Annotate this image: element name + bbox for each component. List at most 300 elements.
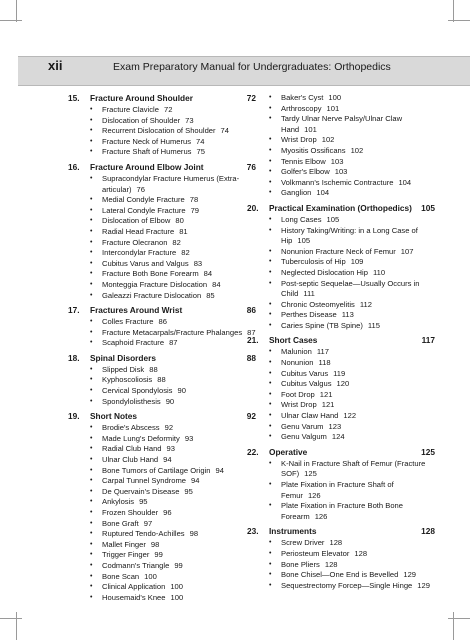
bullet-icon: •	[90, 127, 93, 135]
toc-entry	[247, 93, 435, 104]
toc-entry	[247, 432, 435, 443]
bullet-icon: •	[90, 477, 93, 485]
entry-page: 128	[324, 559, 338, 569]
bullet-icon: •	[269, 459, 272, 467]
crop-mark	[0, 618, 22, 619]
entry-title: Supracondylar Fracture Humerus (Extra-articular) 76	[102, 173, 240, 194]
entry-page: 84	[203, 269, 213, 279]
entry-page: 101	[326, 103, 340, 113]
toc-section	[68, 353, 256, 407]
bullet-icon: •	[269, 380, 272, 388]
entry-title: Slipped Disk 88	[102, 364, 158, 374]
entry-title: Trigger Finger 99	[102, 550, 163, 560]
toc-entry	[68, 455, 256, 466]
bullet-icon: •	[90, 509, 93, 516]
entry-title: Fracture Both Bone Forearm 84	[102, 269, 213, 279]
entry-title: Chronic Osteomyelitis 112	[281, 299, 372, 309]
bullet-icon: •	[90, 466, 93, 474]
entry-page: 123	[328, 421, 342, 431]
entry-title: Ankylosis 95	[102, 497, 148, 507]
entry-page: 104	[398, 177, 412, 187]
entry-title: Periosteum Elevator 128	[281, 548, 368, 558]
entry-title: Bone Chisel—One End is Bevelled 129	[281, 570, 417, 580]
entry-page: 94	[215, 465, 224, 475]
entry-page: 99	[174, 560, 183, 570]
entry-title: Nonunion Fracture Neck of Femur 107	[281, 246, 414, 256]
bullet-icon: •	[269, 481, 272, 488]
toc-entry	[247, 215, 435, 226]
entry-title: Cubitus Valgus 120	[281, 379, 350, 389]
bullet-icon: •	[90, 434, 93, 442]
section-title: Short Notes	[90, 411, 138, 422]
entry-title: Perthes Disease 113	[281, 310, 354, 320]
bullet-icon: •	[90, 217, 93, 225]
entry-page: 88	[157, 375, 166, 385]
bullet-icon: •	[90, 551, 93, 559]
entry-title: History Taking/Writing: in a Long Case of Hip 105	[281, 225, 418, 246]
entry-page: 129	[417, 580, 430, 590]
entry-page: 90	[177, 386, 186, 396]
bullet-icon: •	[269, 146, 272, 154]
toc-entry	[68, 487, 256, 498]
bullet-icon: •	[269, 258, 272, 266]
toc-entry	[247, 279, 435, 300]
entry-title: Bone Pliers 128	[281, 559, 338, 569]
entry-page: 122	[343, 411, 357, 421]
entry-page: 120	[336, 379, 350, 389]
bullet-icon: •	[269, 560, 272, 568]
bullet-icon: •	[90, 238, 93, 246]
entry-page: 121	[321, 400, 335, 410]
section-number: 19.	[68, 411, 80, 422]
entry-title: Cubitus Varus and Valgus 83	[102, 258, 203, 268]
entry-title: Myositis Ossificans 102	[281, 145, 364, 155]
bullet-icon: •	[90, 148, 93, 156]
bullet-icon: •	[90, 593, 93, 601]
entry-page: 112	[359, 299, 372, 309]
toc-entry	[68, 248, 256, 259]
section-title: Operative	[269, 446, 308, 457]
section-page: 88	[246, 352, 256, 363]
entry-page: 119	[333, 368, 346, 378]
bullet-icon: •	[269, 401, 272, 409]
entry-title: Ruptured Tendo-Achilles 98	[102, 529, 199, 539]
entry-title: Frozen Shoulder 96	[102, 508, 172, 517]
entry-title: Plate Fixation in Fracture Shaft of Femur 126	[281, 480, 394, 500]
bullet-icon: •	[90, 387, 93, 395]
toc-entry	[247, 422, 435, 433]
bullet-icon: •	[269, 247, 272, 255]
toc-entry	[247, 480, 435, 501]
bullet-icon: •	[269, 412, 272, 420]
toc-entry	[247, 581, 435, 592]
entry-page: 90	[165, 396, 175, 406]
entry-page: 88	[149, 364, 158, 374]
toc-entry	[68, 328, 256, 339]
bullet-icon: •	[269, 279, 272, 287]
toc-entry	[68, 174, 256, 195]
crop-mark	[16, 612, 17, 640]
entry-page: 72	[163, 105, 173, 114]
toc-entry	[68, 291, 256, 302]
entry-title: Carpal Tunnel Syndrome 94	[102, 476, 200, 486]
entry-title: Bone Scan 100	[102, 571, 157, 581]
entry-title: Baker's Cyst 100	[281, 93, 342, 102]
toc-entry	[247, 369, 435, 380]
entry-page: 97	[143, 518, 153, 528]
entry-title: Scaphoid Fracture 87	[102, 338, 178, 348]
bullet-icon: •	[269, 433, 272, 441]
bullet-icon: •	[269, 311, 272, 319]
toc-entry	[68, 466, 256, 477]
entry-page: 104	[316, 188, 330, 198]
entry-page: 82	[181, 248, 190, 258]
entry-title: Colles Fracture 86	[102, 317, 167, 327]
bullet-icon: •	[90, 397, 93, 405]
bullet-icon: •	[269, 136, 272, 144]
bullet-icon: •	[90, 249, 93, 257]
entry-page: 85	[206, 290, 215, 300]
section-page: 117	[421, 335, 435, 346]
bullet-icon: •	[269, 369, 272, 377]
entry-page: 102	[321, 135, 335, 145]
section-page: 76	[246, 161, 256, 172]
toc-entry	[68, 423, 256, 434]
toc-entry	[68, 105, 256, 116]
section-page: 128	[421, 526, 435, 537]
bullet-icon: •	[269, 189, 272, 197]
entry-page: 100	[144, 571, 157, 581]
bullet-icon: •	[269, 215, 272, 223]
entry-title: Ulnar Club Hand 94	[102, 455, 172, 465]
toc-entry	[68, 529, 256, 540]
toc-entry	[247, 549, 435, 560]
bullet-icon: •	[90, 174, 93, 182]
toc-entry	[68, 338, 256, 349]
crop-mark	[453, 0, 454, 22]
section-number: 15.	[68, 93, 80, 103]
toc-entry	[247, 146, 435, 157]
toc-entry	[247, 560, 435, 571]
toc-entry	[247, 188, 435, 199]
toc-entry	[247, 411, 435, 422]
section-title: Spinal Disorders	[90, 352, 156, 363]
toc-entry	[247, 400, 435, 411]
toc-entry	[68, 259, 256, 270]
section-number: 23.	[247, 526, 259, 537]
entry-title: Arthroscopy 101	[281, 103, 340, 113]
section-number: 17.	[68, 305, 80, 316]
section-page: 105	[421, 202, 435, 213]
entry-title: Codmann's Triangle 99	[102, 560, 183, 570]
section-title: Fracture Around Shoulder	[90, 93, 193, 103]
bullet-icon: •	[90, 280, 93, 288]
section-heading	[247, 447, 435, 458]
entry-title: Clinical Application 100	[102, 582, 183, 592]
bullet-icon: •	[90, 456, 93, 464]
entry-title: Spondylolisthesis 90	[102, 396, 175, 406]
bullet-icon: •	[269, 104, 272, 112]
toc-entry	[68, 540, 256, 551]
entry-title: Post-septic Sequelae—Usually Occurs in Child 111	[281, 278, 420, 299]
toc-right-column	[247, 93, 435, 591]
toc-entry	[68, 269, 256, 280]
entry-title: Cubitus Varus 119	[281, 368, 346, 378]
entry-title: Cervical Spondylosis 90	[102, 386, 186, 396]
entry-page: 113	[341, 310, 354, 320]
entry-title: Caries Spine (TB Spine) 115	[281, 320, 380, 330]
bullet-icon: •	[90, 561, 93, 569]
section-title: Instruments	[269, 526, 317, 537]
entry-title: Tuberculosis of Hip 109	[281, 257, 364, 267]
entry-page: 110	[372, 267, 386, 277]
crop-mark	[16, 0, 17, 22]
entry-page: 100	[170, 592, 184, 602]
entry-title: Brodie's Abscess 92	[102, 423, 174, 433]
entry-title: Neglected Dislocation Hip 110	[281, 267, 386, 277]
bullet-icon: •	[90, 339, 93, 347]
toc-entry	[247, 300, 435, 311]
toc-entry	[247, 247, 435, 258]
bullet-icon: •	[269, 168, 272, 176]
entry-page: 103	[334, 167, 348, 177]
entry-page: 81	[179, 226, 188, 236]
toc-entry	[247, 459, 435, 480]
crop-mark	[0, 20, 22, 21]
bullet-icon: •	[269, 502, 272, 510]
toc-entry	[68, 582, 256, 593]
entry-title: Fracture Clavicle 72	[102, 105, 173, 114]
toc-section	[68, 93, 256, 158]
toc-section	[247, 526, 435, 591]
entry-page: 117	[316, 347, 329, 357]
toc-entry	[247, 157, 435, 168]
entry-page: 126	[307, 490, 321, 500]
entry-title: Radial Head Fracture 81	[102, 226, 188, 236]
entry-page: 80	[175, 216, 184, 226]
bullet-icon: •	[269, 539, 272, 547]
entry-page: 115	[367, 320, 380, 330]
bullet-icon: •	[90, 291, 93, 299]
bullet-icon: •	[90, 540, 93, 548]
bullet-icon: •	[269, 268, 272, 276]
toc-entry	[68, 126, 256, 137]
bullet-icon: •	[269, 115, 272, 123]
bullet-icon: •	[90, 445, 93, 453]
entry-title: Fracture Shaft of Humerus 75	[102, 147, 205, 157]
section-title: Fractures Around Wrist	[90, 305, 183, 316]
section-title: Practical Examination (Orthopedics)	[269, 202, 412, 213]
toc-entry	[247, 570, 435, 581]
bullet-icon: •	[90, 530, 93, 538]
entry-page: 79	[190, 205, 200, 215]
toc-entry	[68, 317, 256, 328]
entry-title: Dislocation of Elbow 80	[102, 216, 184, 226]
bullet-icon: •	[90, 270, 93, 278]
toc-entry	[247, 379, 435, 390]
toc-entry	[247, 135, 435, 146]
entry-title: Volkmann's Ischemic Contracture 104	[281, 177, 412, 187]
entry-page: 93	[166, 444, 175, 454]
bullet-icon: •	[269, 422, 272, 430]
section-title: Short Cases	[269, 335, 318, 346]
entry-page: 128	[329, 538, 343, 548]
entry-title: De Quervain's Disease 95	[102, 486, 193, 496]
section-heading	[68, 411, 256, 422]
bullet-icon: •	[90, 106, 93, 113]
toc-entry	[247, 310, 435, 321]
section-page: 92	[246, 411, 256, 422]
entry-title: Wrist Drop 121	[281, 400, 335, 410]
section-number: 22.	[247, 446, 259, 457]
entry-title: Golfer's Elbow 103	[281, 167, 348, 177]
toc-entry	[68, 365, 256, 376]
toc-entry	[247, 390, 435, 401]
entry-page: 129	[403, 570, 417, 580]
entry-page: 111	[303, 289, 315, 299]
entry-title: Tennis Elbow 103	[281, 156, 344, 166]
toc-entry	[247, 501, 435, 522]
entry-title: Long Cases 105	[281, 214, 340, 224]
entry-page: 125	[304, 469, 317, 479]
entry-title: Housemaid's Knee 100	[102, 592, 184, 602]
bullet-icon: •	[90, 206, 93, 214]
entry-title: Ganglion 104	[281, 188, 330, 198]
toc-section	[68, 305, 256, 349]
entry-title: Plate Fixation in Fracture Both Bone Forearm 126	[281, 501, 403, 521]
bullet-icon: •	[269, 571, 272, 579]
toc-section	[247, 335, 435, 442]
entry-page: 82	[172, 237, 181, 247]
section-heading	[68, 162, 256, 173]
entry-title: Radial Club Hand 93	[102, 444, 175, 454]
toc-entry	[247, 104, 435, 115]
toc-entry	[68, 476, 256, 487]
section-heading	[68, 93, 256, 104]
entry-page: 74	[196, 136, 205, 146]
entry-title: Medial Condyle Fracture 78	[102, 195, 199, 205]
entry-title: Bone Tumors of Cartilage Origin 94	[102, 465, 224, 475]
toc-entry	[68, 238, 256, 249]
toc-entry	[247, 538, 435, 549]
bullet-icon: •	[269, 359, 272, 367]
entry-title: Nonunion 118	[281, 358, 331, 368]
toc-entry	[68, 508, 256, 519]
bullet-icon: •	[269, 581, 272, 589]
entry-page: 73	[185, 115, 194, 125]
bullet-icon: •	[90, 318, 93, 326]
entry-page: 78	[189, 195, 199, 205]
toc-entry	[68, 519, 256, 530]
section-heading	[68, 353, 256, 364]
toc-entry	[247, 114, 435, 135]
entry-title: Dislocation of Shoulder 73	[102, 115, 194, 125]
toc-entry	[68, 497, 256, 508]
bullet-icon: •	[269, 300, 272, 308]
entry-title: Genu Valgum 124	[281, 432, 345, 442]
entry-title: Intercondylar Fracture 82	[102, 248, 190, 258]
entry-page: 96	[163, 508, 172, 517]
toc-entry	[247, 321, 435, 332]
crop-mark	[453, 612, 454, 640]
entry-page: 95	[184, 486, 193, 496]
bullet-icon: •	[90, 487, 93, 495]
section-page: 86	[246, 305, 256, 316]
entry-page: 121	[319, 389, 333, 399]
bullet-icon: •	[269, 226, 272, 234]
bullet-icon: •	[90, 116, 93, 124]
entry-page: 87	[247, 327, 256, 337]
bullet-icon: •	[90, 328, 93, 336]
entry-page: 102	[350, 145, 364, 155]
toc-entry	[68, 550, 256, 561]
bullet-icon: •	[90, 572, 93, 580]
entry-page: 86	[158, 317, 167, 327]
entry-page: 107	[400, 246, 414, 256]
entry-title: Ulnar Claw Hand 122	[281, 411, 357, 421]
bullet-icon: •	[269, 390, 272, 398]
bullet-icon: •	[90, 519, 93, 527]
entry-page: 84	[212, 279, 221, 289]
section-page: 72	[246, 93, 256, 103]
entry-page: 98	[189, 529, 199, 539]
toc-entry	[247, 226, 435, 247]
toc-entry	[68, 280, 256, 291]
entry-page: 100	[328, 93, 342, 102]
toc-entry	[247, 167, 435, 178]
toc-entry	[68, 206, 256, 217]
toc-entry	[68, 397, 256, 408]
toc-entry	[247, 178, 435, 189]
toc-entry	[68, 572, 256, 583]
section-heading	[247, 335, 435, 346]
toc-entry	[68, 116, 256, 127]
entry-title: Genu Varum 123	[281, 421, 342, 431]
toc-entry	[247, 347, 435, 358]
entry-title: Galeazzi Fracture Dislocation 85	[102, 290, 215, 300]
entry-page: 98	[150, 539, 160, 549]
entry-title: Tardy Ulnar Nerve Palsy/Ulnar Claw Hand 101	[281, 114, 403, 134]
toc-section	[247, 203, 435, 332]
section-heading	[247, 526, 435, 537]
bullet-icon: •	[90, 137, 93, 145]
bullet-icon: •	[90, 583, 93, 591]
toc-left-column	[68, 93, 256, 603]
entry-page: 93	[184, 433, 194, 443]
section-number: 16.	[68, 161, 80, 172]
toc-entry	[68, 593, 256, 604]
entry-page: 126	[314, 511, 328, 521]
crop-mark	[448, 20, 470, 21]
toc-section	[247, 93, 435, 199]
bullet-icon: •	[269, 549, 272, 557]
toc-entry	[247, 358, 435, 369]
bullet-icon: •	[90, 259, 93, 267]
entry-title: Foot Drop 121	[281, 389, 333, 399]
entry-page: 95	[139, 497, 148, 507]
entry-page: 83	[193, 258, 203, 268]
section-page: 125	[421, 446, 435, 457]
toc-entry	[68, 137, 256, 148]
section-number: 21.	[247, 335, 259, 346]
section-number: 18.	[68, 352, 80, 363]
toc-entry	[247, 268, 435, 279]
entry-title: K-Nail in Fracture Shaft of Femur (Fracture SOF) 125	[281, 458, 426, 479]
bullet-icon: •	[269, 321, 272, 329]
entry-title: Screw Driver 128	[281, 538, 343, 548]
bullet-icon: •	[269, 94, 272, 101]
entry-title: Kyphoscoliosis 88	[102, 375, 166, 385]
